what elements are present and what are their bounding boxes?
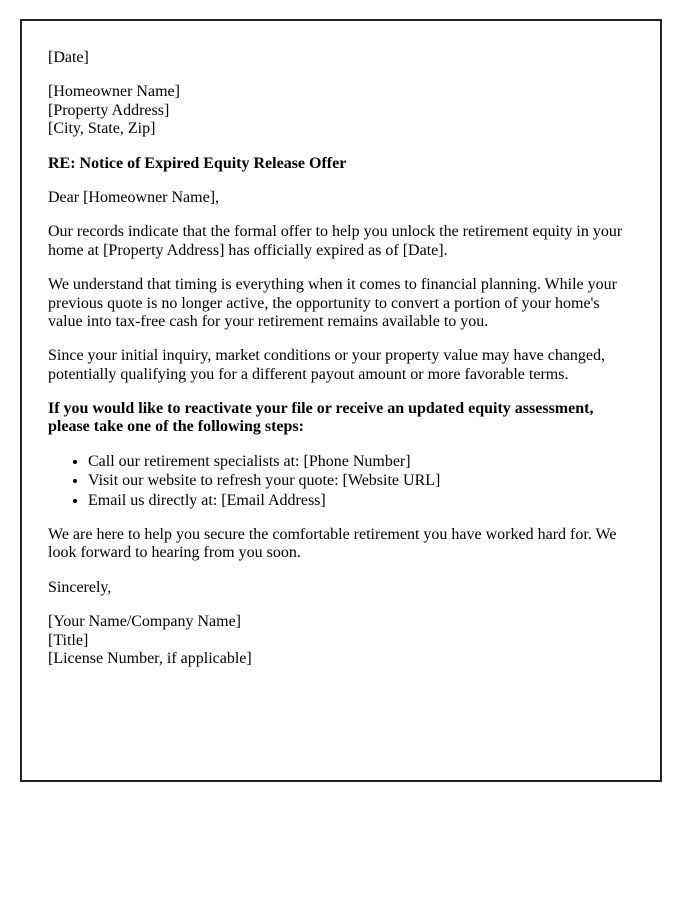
subject-line: RE: Notice of Expired Equity Release Offer bbox=[48, 154, 347, 172]
list-item-call: • Call our retirement specialists at: [Phone Number] bbox=[88, 453, 634, 471]
letter-page bbox=[20, 19, 662, 782]
salutation: Dear [Homeowner Name], bbox=[48, 188, 220, 206]
signature-name: [Your Name/Company Name] bbox=[48, 613, 242, 631]
date-line: [Date] bbox=[48, 49, 89, 66]
recipient-city-state-zip: [City, State, Zip] bbox=[48, 120, 156, 138]
signature-title: [Title] bbox=[48, 631, 89, 649]
contact-options-list bbox=[48, 453, 634, 510]
closing-paragraph: We are here to help you secure the comfortable retirement you have worked hard for. We look forward to hearing from you soon. bbox=[48, 526, 617, 562]
recipient-block bbox=[48, 83, 634, 138]
signature-license: [License Number, if applicable] bbox=[48, 649, 252, 667]
cta-heading: If you would like to reactivate your file or receive an updated equity assessment, please take one of the following steps: bbox=[48, 400, 594, 436]
recipient-name: [Homeowner Name] bbox=[48, 83, 180, 101]
paragraph-records: Our records indicate that the formal offer to help you unlock the retirement equity in your home at [Property Address] has officially expired as of [Date]. bbox=[48, 223, 623, 259]
paragraph-market: Since your initial inquiry, market conditions or your property value may have changed, potentially qualifying you for a different payout amount or more favorable terms. bbox=[48, 347, 606, 383]
list-item-email: • Email us directly at: [Email Address] bbox=[88, 492, 634, 510]
recipient-address: [Property Address] bbox=[48, 101, 170, 119]
signature-block bbox=[48, 613, 634, 668]
list-item-website: • Visit our website to refresh your quote: [Website URL] bbox=[88, 472, 634, 490]
sign-off: Sincerely, bbox=[48, 578, 112, 596]
paragraph-timing: We understand that timing is everything when it comes to financial planning. While your previous quote is no longer active, the opportunity to convert a portion of your home's value into tax-free cash for your retirement remains available to you. bbox=[48, 276, 617, 330]
